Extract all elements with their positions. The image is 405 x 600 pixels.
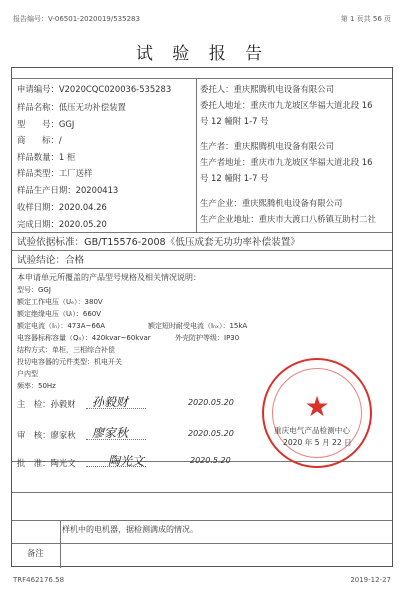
reviewer-label: 审 核：廖家秋: [17, 430, 76, 440]
sample-name: 样品名称：低压无功补偿装置: [17, 102, 126, 112]
stamp-date: 2020 年 5 月 22 日: [283, 438, 352, 447]
divider: [12, 78, 392, 79]
producer-address-cont: 号 12 幢附 1-7 号: [200, 173, 269, 183]
sample-quantity: 样品数量：1 柜: [17, 152, 76, 162]
approver-date: 2020.5.20: [190, 456, 231, 465]
sample-model: 型 号：GGJ: [17, 119, 75, 129]
remarks-text: 样机中的电机器，据检测满成的情况。: [62, 525, 198, 534]
client-address-cont: 号 12 幢附 1-7 号: [200, 116, 269, 126]
spec-rated-voltage: 额定工作电压（Uₑ）：380V: [17, 298, 103, 306]
client-address: 委托人地址：重庆市九龙坡区华福大道北段 16: [200, 100, 373, 110]
tester-date: 2020.05.20: [188, 398, 234, 407]
spec-short-time-current: 额定短时耐受电流（Iₙₓ）：15kA: [148, 322, 248, 330]
form-number: TRF462176.58: [13, 576, 65, 584]
divider: [12, 268, 392, 269]
manufacturer: 生产企业：重庆熙腾机电设备有限公司: [200, 198, 343, 208]
spec-ip-rating: 外壳防护等级：IP30: [175, 334, 240, 342]
producer-address: 生产者地址：重庆市九龙坡区华福大道北段 16: [200, 157, 373, 167]
client: 委托人：重庆熙腾机电设备有限公司: [200, 84, 334, 94]
sample-trademark: 商 标：/: [17, 135, 62, 145]
complete-date: 完成日期：2020.05.20: [17, 219, 107, 229]
spec-switching-element: 投切电容器的元件类型：机电开关: [17, 358, 122, 366]
producer: 生产者：重庆熙腾机电设备有限公司: [200, 141, 334, 151]
spec-rated-current: 额定电流（Iₙ）：473A~66A: [17, 322, 106, 330]
report-number: 报告编号：V-06501-2020019/535283: [13, 15, 140, 23]
star-icon: ★: [304, 390, 330, 423]
test-conclusion: 试验结论：合格: [17, 255, 85, 266]
approver-label: 批 准：陶光文: [17, 458, 76, 468]
spec-frequency: 频率：50Hz: [17, 382, 56, 390]
tester-label: 主 检：孙毅财: [17, 399, 76, 409]
divider: [12, 520, 392, 521]
official-stamp: [262, 358, 372, 468]
remarks-divider: [60, 543, 61, 568]
spec-insulation-voltage: 额定绝缘电压（Uᵢ）：660V: [17, 310, 102, 318]
divider: [12, 250, 392, 251]
spec-indoor: 户内型: [17, 370, 38, 378]
spec-model: 型号：GGJ: [17, 286, 51, 294]
reviewer-date: 2020.05.20: [188, 429, 234, 438]
divider: [12, 492, 392, 493]
divider: [12, 232, 392, 233]
production-date: 样品生产日期：20200413: [17, 185, 119, 195]
document-title: 试 验 报 告: [135, 44, 270, 64]
remarks-divider: [60, 520, 61, 543]
reviewer-signature: 廖家秋: [92, 426, 129, 440]
specs-intro: 本申请单元所覆盖的产品型号规格及相关情况说明：: [17, 273, 201, 282]
test-basis: 试验依据标准：GB/T15576-2008《低压成套无功功率补偿装置》: [17, 237, 300, 248]
tester-signature: 孙毅财: [92, 395, 129, 409]
page-number: 第 1 页共 56 页: [340, 15, 391, 23]
divider: [12, 543, 392, 544]
receive-date: 收样日期：2020.04.26: [17, 202, 107, 212]
spec-capacitor-capacity: 电容器标称容量（Qₙ）：420kvar~60kvar: [17, 334, 151, 342]
stamp-organization: 重庆电气产品检测中心: [274, 426, 350, 435]
column-divider: [196, 78, 197, 232]
approver-signature: 陶光文: [108, 454, 145, 468]
spec-structure: 结构方式：单柜，三相综合补偿: [17, 346, 115, 354]
manufacturer-address: 生产企业地址：重庆市大渡口八桥镇互助村二社: [200, 214, 376, 224]
remarks-label: 备注: [27, 548, 44, 558]
footer-date: 2019-12-27: [350, 576, 391, 584]
application-number: 申请编号：V2020CQC020036-535283: [17, 84, 172, 94]
sample-type: 样品类型：工厂送样: [17, 168, 93, 178]
